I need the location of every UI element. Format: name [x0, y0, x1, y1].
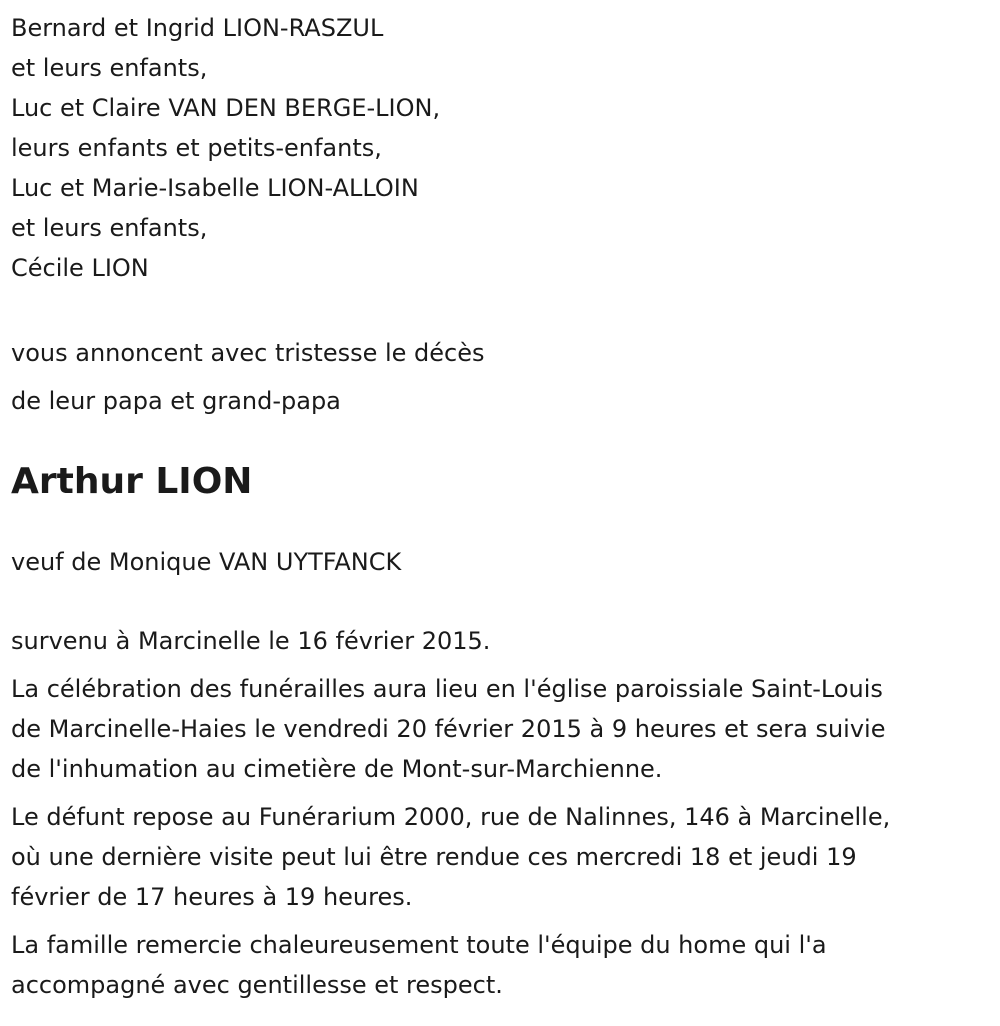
family-line: et leurs enfants,: [11, 54, 208, 82]
paragraph-line: février de 17 heures à 19 heures.: [11, 883, 413, 911]
family-line: Luc et Marie-Isabelle LION-ALLOIN: [11, 174, 419, 202]
announcement: [11, 329, 989, 425]
paragraph-line: Le défunt repose au Funérarium 2000, rue de Nalinnes, 146 à Marcinelle,: [11, 803, 891, 831]
widow-of: veuf de Monique VAN UYTFANCK: [11, 548, 402, 576]
paragraph-line: de Marcinelle-Haies le vendredi 20 février 2015 à 9 heures et sera suivie: [11, 715, 886, 743]
paragraph-line: de l'inhumation au cimetière de Mont-sur-Marchienne.: [11, 755, 663, 783]
paragraph-line: accompagné avec gentillesse et respect.: [11, 971, 503, 999]
announcement-line-2: de leur papa et grand-papa: [11, 387, 341, 415]
death-date-place: survenu à Marcinelle le 16 février 2015.: [11, 627, 491, 655]
family-line: leurs enfants et petits-enfants,: [11, 134, 382, 162]
family-list: [11, 8, 989, 288]
deceased-name: Arthur LION: [11, 461, 253, 502]
paragraph-line: La famille remercie chaleureusement toute l'équipe du home qui l'a: [11, 931, 827, 959]
paragraph-line: La célébration des funérailles aura lieu en l'église paroissiale Saint-Louis: [11, 675, 883, 703]
family-line: et leurs enfants,: [11, 214, 208, 242]
announcement-line-1: vous annoncent avec tristesse le décès: [11, 339, 485, 367]
family-line: Cécile LION: [11, 254, 149, 282]
paragraph-line: où une dernière visite peut lui être rendue ces mercredi 18 et jeudi 19: [11, 843, 857, 871]
thanks-paragraph: [11, 925, 989, 1005]
repose-paragraph: [11, 797, 989, 917]
family-line: Bernard et Ingrid LION-RASZUL: [11, 14, 384, 42]
family-line: Luc et Claire VAN DEN BERGE-LION,: [11, 94, 441, 122]
funeral-paragraph: [11, 669, 989, 789]
